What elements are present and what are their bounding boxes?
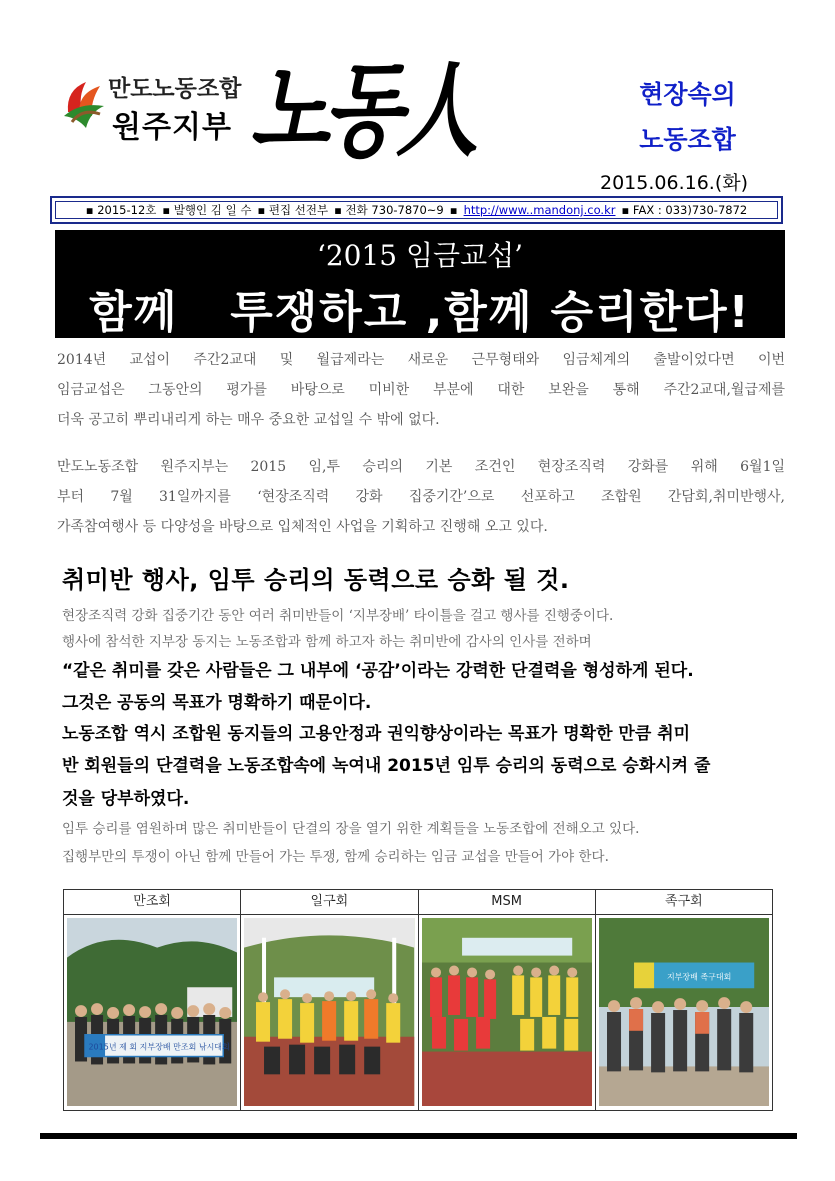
photo-caption: MSM bbox=[419, 890, 595, 915]
quote-line: 그것은 공동의 목표가 명확하기 때문이다. bbox=[62, 693, 372, 713]
section-line: 임투 승리를 염원하며 많은 취미반들이 단결의 장을 열기 위한 계획들을 노동조합에 전해오고 있다. bbox=[62, 821, 640, 837]
fax: ▪ FAX : 033)730-7872 bbox=[621, 203, 748, 217]
paragraph-line: 부터 7월 31일까지를 ‘현장조직력 강화 집중기간’으로 선포하고 조합원 간담회,취미반행사, bbox=[57, 489, 785, 505]
baseball-group-photo bbox=[244, 918, 414, 1106]
editor: ▪ 편집 선전부 bbox=[257, 203, 329, 217]
paragraph-line: 임금교섭은 그동안의 평가를 바탕으로 미비한 부분에 대한 보완을 통해 주간2교대,월급제를 bbox=[57, 382, 785, 398]
slogan-line-2: 노동조합 bbox=[639, 125, 736, 154]
url-bullet: ▪ bbox=[449, 203, 458, 217]
footer-rule bbox=[40, 1133, 797, 1139]
soccer-group-photo bbox=[422, 918, 592, 1106]
section-line: 집행부만의 투쟁이 아닌 함께 만들어 가는 투쟁, 함께 승리하는 임금 교섭을 만들어 가야 한다. bbox=[62, 849, 609, 865]
footvolley-banner-text: 지부장배 족구대회 bbox=[666, 972, 732, 982]
section-line: 현장조직력 강화 집중기간 동안 여러 취미반들이 ‘지부장배’ 타이틀을 걸고 행사를 진행중이다. bbox=[62, 608, 614, 624]
paragraph-line: 만도노동조합 원주지부는 2015 임,투 승리의 기본 조건인 현장조직력 강화를 위해 6월1일 bbox=[57, 459, 785, 475]
fishing-banner-text: 2015년 제 회 지부장배 만조회 낚시대회 bbox=[88, 1042, 230, 1052]
footvolley-group-photo bbox=[599, 918, 769, 1106]
phone: ▪ 전화 730-7870~9 bbox=[334, 203, 444, 217]
quote-line: 반 회원들의 단결력을 노동조합속에 녹여내 2015년 임투 승리의 동력으로 승화시켜 줄 bbox=[62, 756, 711, 776]
quote-line: 것을 당부하였다. bbox=[62, 789, 190, 809]
union-name: 만도노동조합 bbox=[108, 76, 242, 102]
section-line: 행사에 참석한 지부장 동지는 노동조합과 함께 하고자 하는 취미반에 감사의 인사를 전하며 bbox=[62, 634, 592, 650]
photo-table bbox=[63, 889, 773, 1111]
photo-cell-manjohoe bbox=[64, 890, 241, 1110]
photo-cell-ilguhoe bbox=[241, 890, 418, 1110]
quote-line: “같은 취미를 갖은 사람들은 그 내부에 ‘공감’이라는 강력한 단결력을 형성하게 된다. bbox=[62, 661, 694, 681]
photo-caption: 일구회 bbox=[241, 890, 417, 915]
fishing-group-photo bbox=[67, 918, 237, 1106]
headline-kicker: ‘2015 임금교섭’ bbox=[316, 239, 524, 272]
website-link[interactable]: http://www..mandonj.co.kr bbox=[463, 203, 616, 217]
photo-caption: 만조회 bbox=[64, 890, 240, 915]
quote-line: 노동조합 역시 조합원 동지들의 고용안정과 권익향상이라는 목표가 명확한 만큼 취미 bbox=[62, 724, 691, 744]
newspaper-title: 노동人 bbox=[244, 51, 493, 172]
paragraph-line: 가족참여행사 등 다양성을 바탕으로 입체적인 사업을 기획하고 진행해 오고 있다. bbox=[57, 519, 548, 535]
issue-number: ▪ 2015-12호 bbox=[85, 203, 157, 217]
branch-name: 원주지부 bbox=[112, 110, 232, 145]
photo-caption: 족구회 bbox=[596, 890, 772, 915]
paragraph-line: 더욱 공고히 뿌리내리게 하는 매우 중요한 교섭일 수 밖에 없다. bbox=[57, 412, 440, 428]
publisher: ▪ 발행인 김 일 수 bbox=[162, 203, 252, 217]
slogan bbox=[615, 72, 760, 162]
paragraph-2 bbox=[57, 452, 785, 542]
slogan-line-1: 현장속의 bbox=[639, 80, 736, 109]
headline-banner bbox=[55, 230, 785, 338]
publication-info-bar bbox=[50, 196, 783, 224]
photo-cell-jokguhoe bbox=[596, 890, 772, 1110]
paragraph-line: 2014년 교섭이 주간2교대 및 월급제라는 새로운 근무형태와 임금체계의 출발이었다면 이번 bbox=[57, 352, 785, 368]
union-logo bbox=[60, 72, 112, 132]
paragraph-1 bbox=[57, 345, 785, 435]
photo-cell-msm bbox=[419, 890, 596, 1110]
issue-date: 2015.06.16.(화) bbox=[600, 172, 749, 194]
headline-main: 함께 투쟁하고 ,함께 승리한다! bbox=[89, 287, 751, 338]
section-heading: 취미반 행사, 임투 승리의 동력으로 승화 될 것. bbox=[62, 566, 570, 594]
